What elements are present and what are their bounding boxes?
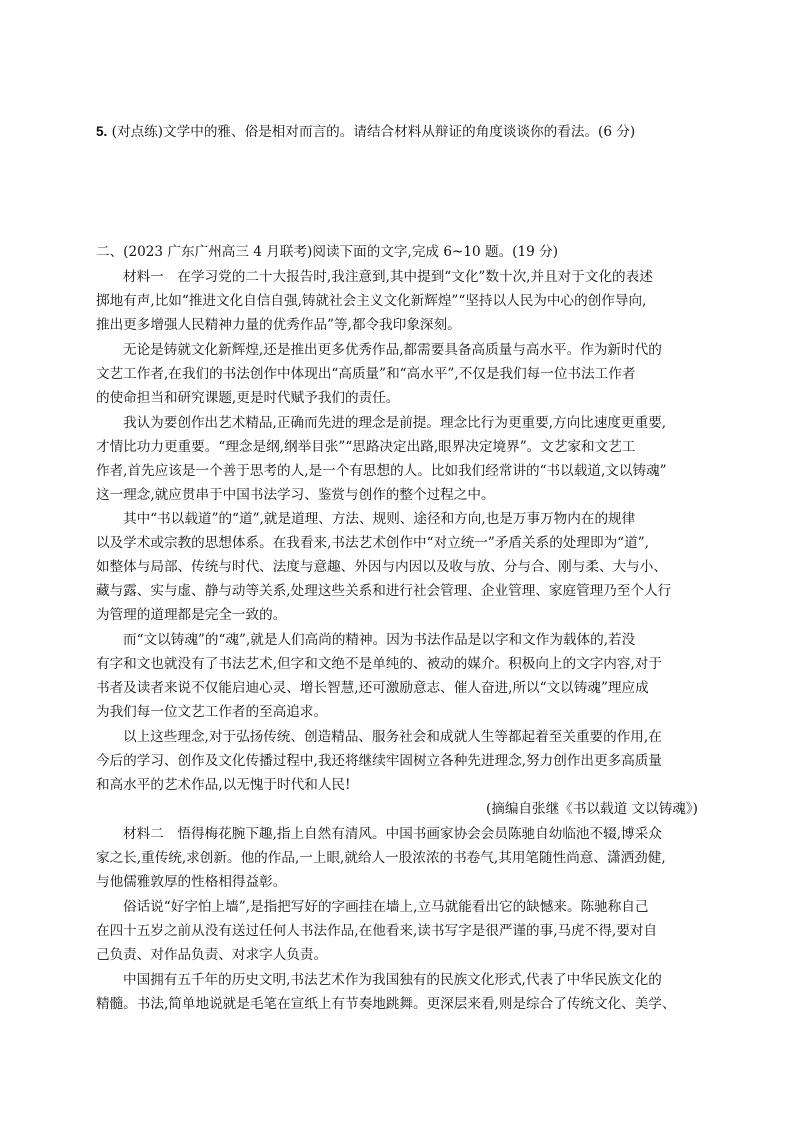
section-heading: 二、(2023 广东广州高三 4 月联考)阅读下面的文字,完成 6~10 题。(19 分) xyxy=(96,244,558,260)
paragraph-line: 藏与露、实与虚、静与动等关系,处理这些关系和进行社会管理、企业管理、家庭管理乃至个人行 xyxy=(96,583,672,599)
paragraph-line: 精髓。书法,简单地说就是毛笔在宣纸上有节奏地跳舞。更深层来看,则是综合了传统文化、美学、 xyxy=(96,996,676,1012)
source-citation: (摘编自张继《书以载道 文以铸魂》) xyxy=(485,801,698,817)
paragraph-line: 推出更多增强人民精神力量的优秀作品”等,都令我印象深刻。 xyxy=(96,317,461,333)
paragraph-line: 如整体与局部、传统与时代、法度与意趣、外因与内因以及收与放、分与合、刚与柔、大与小、 xyxy=(96,559,667,575)
paragraph-line: 以及学术或宗教的思想体系。在我看来,书法艺术创作中“对立统一”矛盾关系的处理即为“道”, xyxy=(96,535,649,551)
paragraph-line: 俗话说“好字怕上墙”,是指把写好的字画挂在墙上,立马就能看出它的缺憾来。陈驰称自己 xyxy=(123,899,649,915)
paragraph-line: 材料二 悟得梅花腕下趣,指上自然有清风。中国书画家协会会员陈驰自幼临池不辍,博采众 xyxy=(123,826,662,842)
paragraph-line: 家之长,重传统,求创新。他的作品,一上眼,就给人一股浓浓的书卷气,其用笔随性尚意、潇洒劲健, xyxy=(96,850,666,866)
paragraph-line: 有字和文也就没有了书法艺术,但字和文绝不是单纯的、被动的媒介。积极向上的文字内容,对于 xyxy=(96,656,662,672)
paragraph-line: 为管理的道理都是完全一致的。 xyxy=(96,607,287,623)
paragraph-line: 无论是铸就文化新辉煌,还是推出更多优秀作品,都需要具备高质量与高水平。作为新时代的 xyxy=(123,342,662,358)
paragraph-line: 在四十五岁之前从没有送过任何人书法作品,在他看来,读书写字是很严谨的事,马虎不得,要对自 xyxy=(96,923,658,939)
paragraph-line: 己负责、对作品负责、对求字人负责。 xyxy=(96,947,328,963)
paragraph-line: 中国拥有五千年的历史文明,书法艺术作为我国独有的民族文化形式,代表了中华民族文化的 xyxy=(123,972,662,988)
paragraph-line: 作者,首先应该是一个善于思考的人,是一个有思想的人。比如我们经常讲的“书以载道,文以铸魂” xyxy=(96,463,667,479)
paragraph-line: 以上这些理念,对于弘扬传统、创造精品、服务社会和成就人生等都起着至关重要的作用,在 xyxy=(123,729,662,745)
paragraph-line: 其中“书以载道”的“道”,就是道理、方法、规则、途径和方向,也是万事万物内在的规律 xyxy=(123,511,636,527)
paragraph-line: 和高水平的艺术作品,以无愧于时代和人民! xyxy=(96,777,351,793)
question-5 xyxy=(96,122,635,142)
question-number: 5. xyxy=(96,124,108,139)
paragraph-line: 才情比功力更重要。“理念是纲,纲举目张”“思路决定出路,眼界决定境界”。文艺家和文艺工 xyxy=(96,439,636,455)
question-text: (对点练)文学中的雅、俗是相对而言的。请结合材料从辩证的角度谈谈你的看法。(6 分) xyxy=(111,124,636,140)
paragraph-line: 这一理念,就应贯串于中国书法学习、鉴赏与创作的整个过程之中。 xyxy=(96,487,495,503)
paragraph-line: 而“文以铸魂”的“魂”,就是人们高尚的精神。因为书法作品是以字和文作为载体的,若没 xyxy=(123,632,636,648)
paragraph-line: 材料一 在学习党的二十大报告时,我注意到,其中提到“文化”数十次,并且对于文化的表述 xyxy=(123,269,653,285)
paragraph-line: 今后的学习、创作及文化传播过程中,我还将继续牢固树立各种先进理念,努力创作出更多高质量 xyxy=(96,753,662,769)
paragraph-line: 书者及读者来说不仅能启迪心灵、增长智慧,还可激励意志、催人奋进,所以“文以铸魂”理应成 xyxy=(96,680,649,696)
paragraph-line: 文艺工作者,在我们的书法创作中体现出“高质量”和“高水平”,不仅是我们每一位书法工作者 xyxy=(96,366,636,382)
paragraph-line: 我认为要创作出艺术精品,正确而先进的理念是前提。理念比行为更重要,方向比速度更重要, xyxy=(123,415,667,431)
paragraph-line: 掷地有声,比如“推进文化自信自强,铸就社会主义文化新辉煌”“坚持以人民为中心的创作导向, xyxy=(96,293,647,309)
paragraph-line: 的使命担当和研究课题,更是时代赋予我们的责任。 xyxy=(96,390,400,406)
paragraph-line: 与他儒雅敦厚的性格相得益彰。 xyxy=(96,874,287,890)
paragraph-line: 为我们每一位文艺工作者的至高追求。 xyxy=(96,704,328,720)
